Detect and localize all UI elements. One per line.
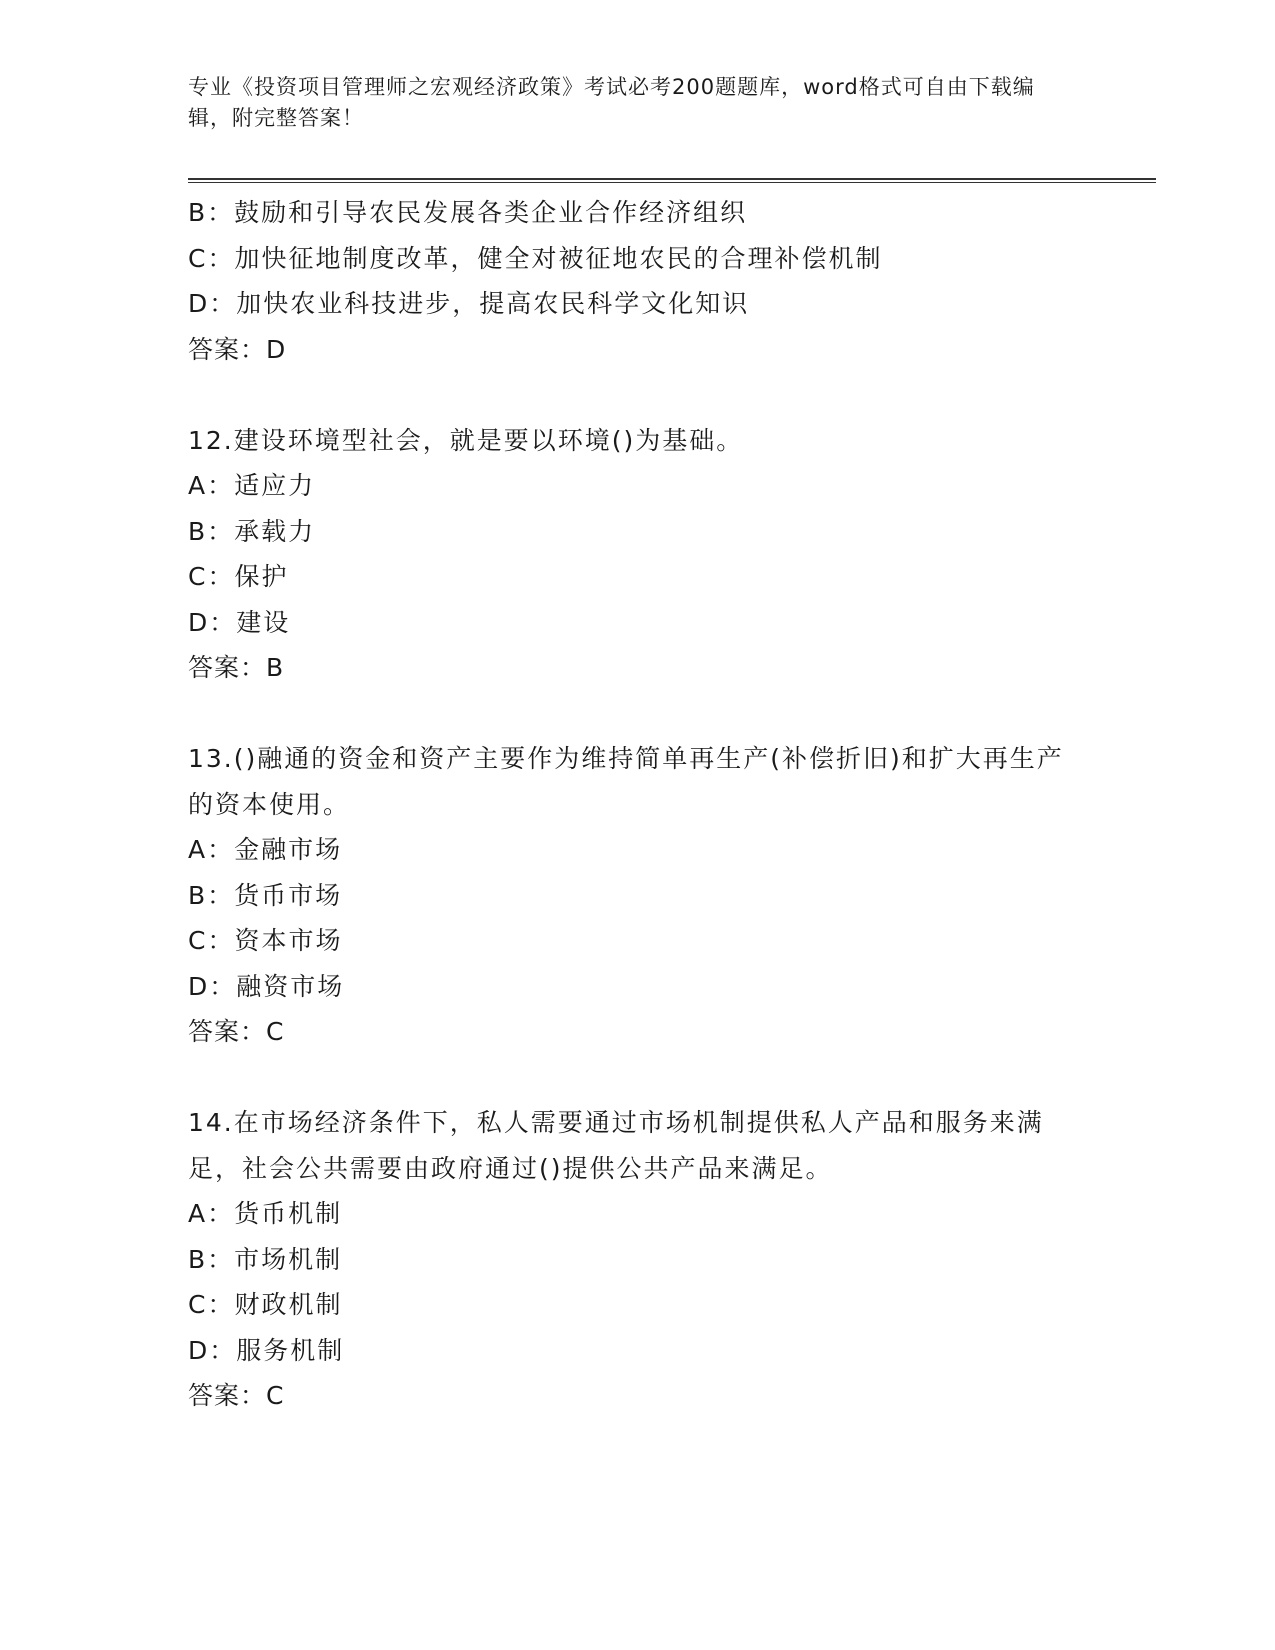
option-c: C：保护 <box>188 562 289 591</box>
option-b: B：货币市场 <box>188 880 343 910</box>
option-a: A：货币机制 <box>188 1199 343 1228</box>
question-13 <box>188 736 1088 1055</box>
spacer <box>188 691 1088 737</box>
answer: 答案：D <box>188 334 287 364</box>
spacer <box>188 1055 1088 1101</box>
question-12 <box>188 418 1088 691</box>
option-b: B：承载力 <box>188 516 316 546</box>
option-a: A：适应力 <box>188 471 316 500</box>
option-c: C：财政机制 <box>188 1290 343 1319</box>
option-d: D：服务机制 <box>188 1335 345 1365</box>
option-d: D：建设 <box>188 607 291 637</box>
question-stem: 12.建设环境型社会，就是要以环境()为基础。 <box>188 425 744 455</box>
question-11-tail <box>188 190 1088 372</box>
option-c: C：加快征地制度改革，健全对被征地农民的合理补偿机制 <box>188 243 883 273</box>
header-divider <box>188 178 1156 183</box>
option-b: B：市场机制 <box>188 1244 343 1274</box>
spacer <box>188 372 1088 418</box>
question-stem: 13.()融通的资金和资产主要作为维持简单再生产(补偿折旧)和扩大再生产的资本使用。 <box>188 744 1064 819</box>
option-c: C：资本市场 <box>188 926 343 955</box>
answer: 答案：C <box>188 1017 285 1046</box>
question-list <box>188 190 1088 1419</box>
option-b: B：鼓励和引导农民发展各类企业合作经济组织 <box>188 198 748 227</box>
answer: 答案：B <box>188 653 285 682</box>
question-14 <box>188 1100 1088 1419</box>
option-a: A：金融市场 <box>188 835 343 864</box>
question-stem: 14.在市场经济条件下，私人需要通过市场机制提供私人产品和服务来满足，社会公共需要由政府通过()提供公共产品来满足。 <box>188 1108 1044 1183</box>
option-d: D：加快农业科技进步，提高农民科学文化知识 <box>188 289 750 318</box>
answer: 答案：C <box>188 1381 285 1410</box>
option-d: D：融资市场 <box>188 971 345 1001</box>
document-header: 专业《投资项目管理师之宏观经济政策》考试必考200题题库，word格式可自由下载编辑，附完整答案！ <box>188 75 1035 130</box>
